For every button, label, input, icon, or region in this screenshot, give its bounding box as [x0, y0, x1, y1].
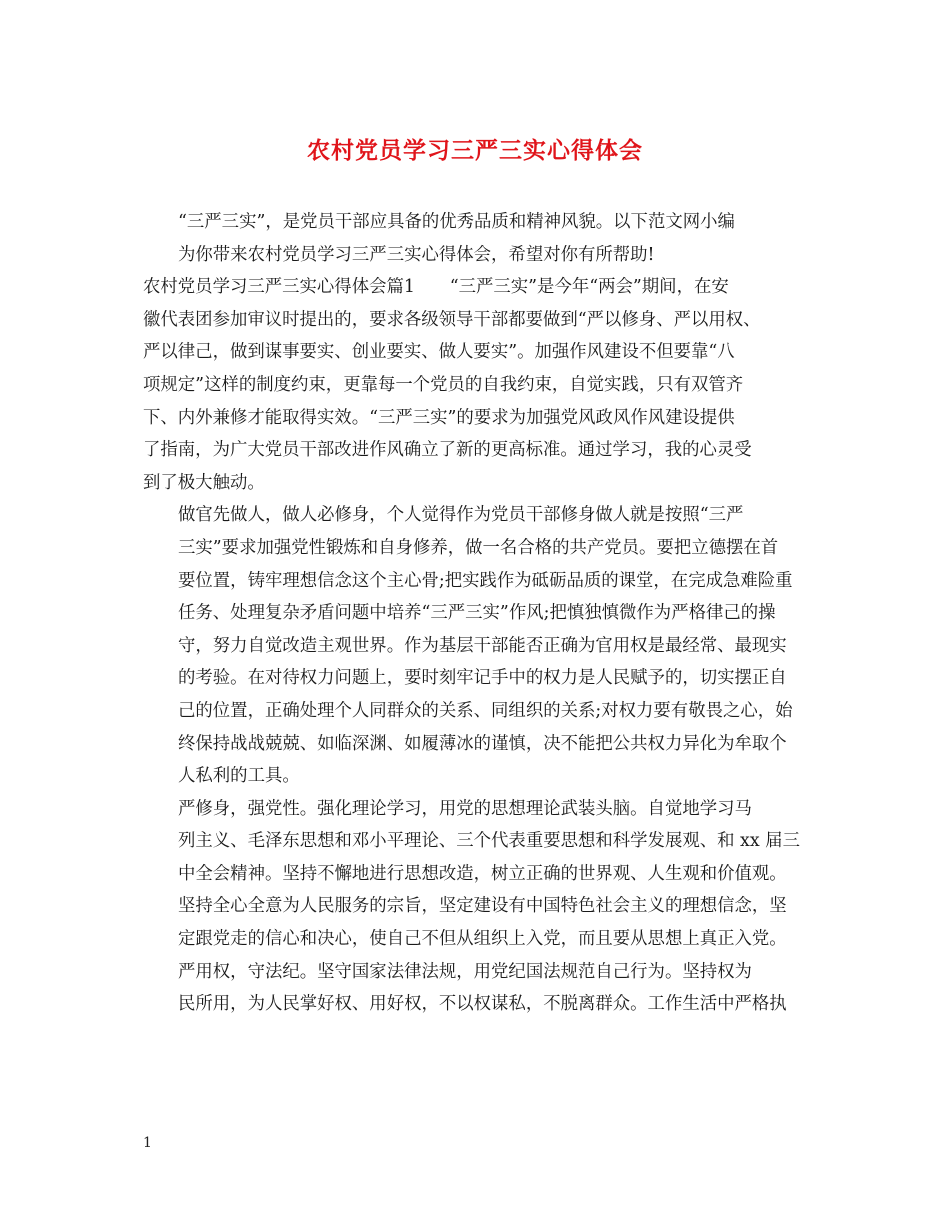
document-body	[143, 206, 815, 1021]
text-line: 守，努力自觉改造主观世界。作为基层干部能否正确为官用权是最经常、最现实	[178, 635, 787, 656]
text-line: 严以律己，做到谋事要实、创业要实、做人要实”。加强作风建设不但要靠“八	[143, 342, 735, 363]
text-line: 到了极大触动。	[143, 472, 265, 493]
paragraph-4	[143, 956, 815, 1021]
text-line: 列主义、毛泽东思想和邓小平理论、三个代表重要思想和科学发展观、和 xx 届三	[178, 831, 800, 852]
text-line: 任务、处理复杂矛盾问题中培养“三严三实”作风;把慎独慎微作为严格律己的操	[178, 603, 776, 624]
text-line: 终保持战战兢兢、如临深渊、如履薄冰的谨慎，决不能把公共权力异化为牟取个	[178, 733, 787, 754]
text-line: 人私利的工具。	[178, 766, 300, 787]
document-title: 农村党员学习三严三实心得体会	[307, 138, 643, 164]
paragraph-3	[143, 793, 815, 956]
text-line: 为你带来农村党员学习三严三实心得体会，希望对你有所帮助!	[178, 244, 655, 265]
text-line: “三严三实”，是党员干部应具备的优秀品质和精神风貌。以下范文网小编	[178, 212, 735, 232]
paragraph-intro	[143, 206, 815, 271]
text-line: 项规定”这样的制度约束，更靠每一个党员的自我约束，自觉实践，只有双管齐	[143, 374, 744, 395]
text-line: 坚持全心全意为人民服务的宗旨，坚定建设有中国特色社会主义的理想信念，坚	[178, 896, 787, 917]
text-line: 己的位置，正确处理个人同群众的关系、同组织的关系;对权力要有敬畏之心，始	[178, 700, 793, 721]
text-line: 的考验。在对待权力问题上，要时刻牢记手中的权力是人民赋予的，切实摆正自	[178, 668, 787, 689]
text-line: 徽代表团参加审议时提出的，要求各级领导干部都要做到“严以修身、严以用权、	[143, 309, 761, 330]
text-line: 严用权，守法纪。坚守国家法律法规，用党纪国法规范自己行为。坚持权为	[178, 961, 752, 982]
text-line: 严修身，强党性。强化理论学习，用党的思想理论武装头脑。自觉地学习马	[178, 798, 752, 819]
paragraph-2	[143, 499, 815, 792]
text-line: 做官先做人，做人必修身，个人觉得作为党员干部修身做人就是按照“三严	[178, 505, 744, 526]
text-line: 要位置，铸牢理想信念这个主心骨;把实践作为砥砺品质的课堂，在完成急难险重	[178, 570, 793, 591]
text-line: 下、内外兼修才能取得实效。“三严三实”的要求为加强党风政风作风建设提供	[143, 407, 735, 428]
text-line: 了指南，为广大党员干部改进作风确立了新的更高标准。通过学习，我的心灵受	[143, 440, 752, 461]
page-number: 1	[143, 1135, 152, 1151]
text-line: 民所用，为人民掌好权、用好权，不以权谋私，不脱离群众。工作生活中严格执	[178, 994, 787, 1015]
text-line: 农村党员学习三严三实心得体会篇1 “三严三实”是今年“两会”期间，在安	[143, 277, 729, 298]
text-line: 定跟党走的信心和决心，使自己不但从组织上入党，而且要从思想上真正入党。	[178, 929, 787, 950]
text-line: 三实”要求加强党性锻炼和自身修养，做一名合格的共产党员。要把立德摆在首	[178, 537, 779, 558]
text-line: 中全会精神。坚持不懈地进行思想改造，树立正确的世界观、人生观和价值观。	[178, 863, 787, 884]
paragraph-1	[143, 271, 815, 499]
